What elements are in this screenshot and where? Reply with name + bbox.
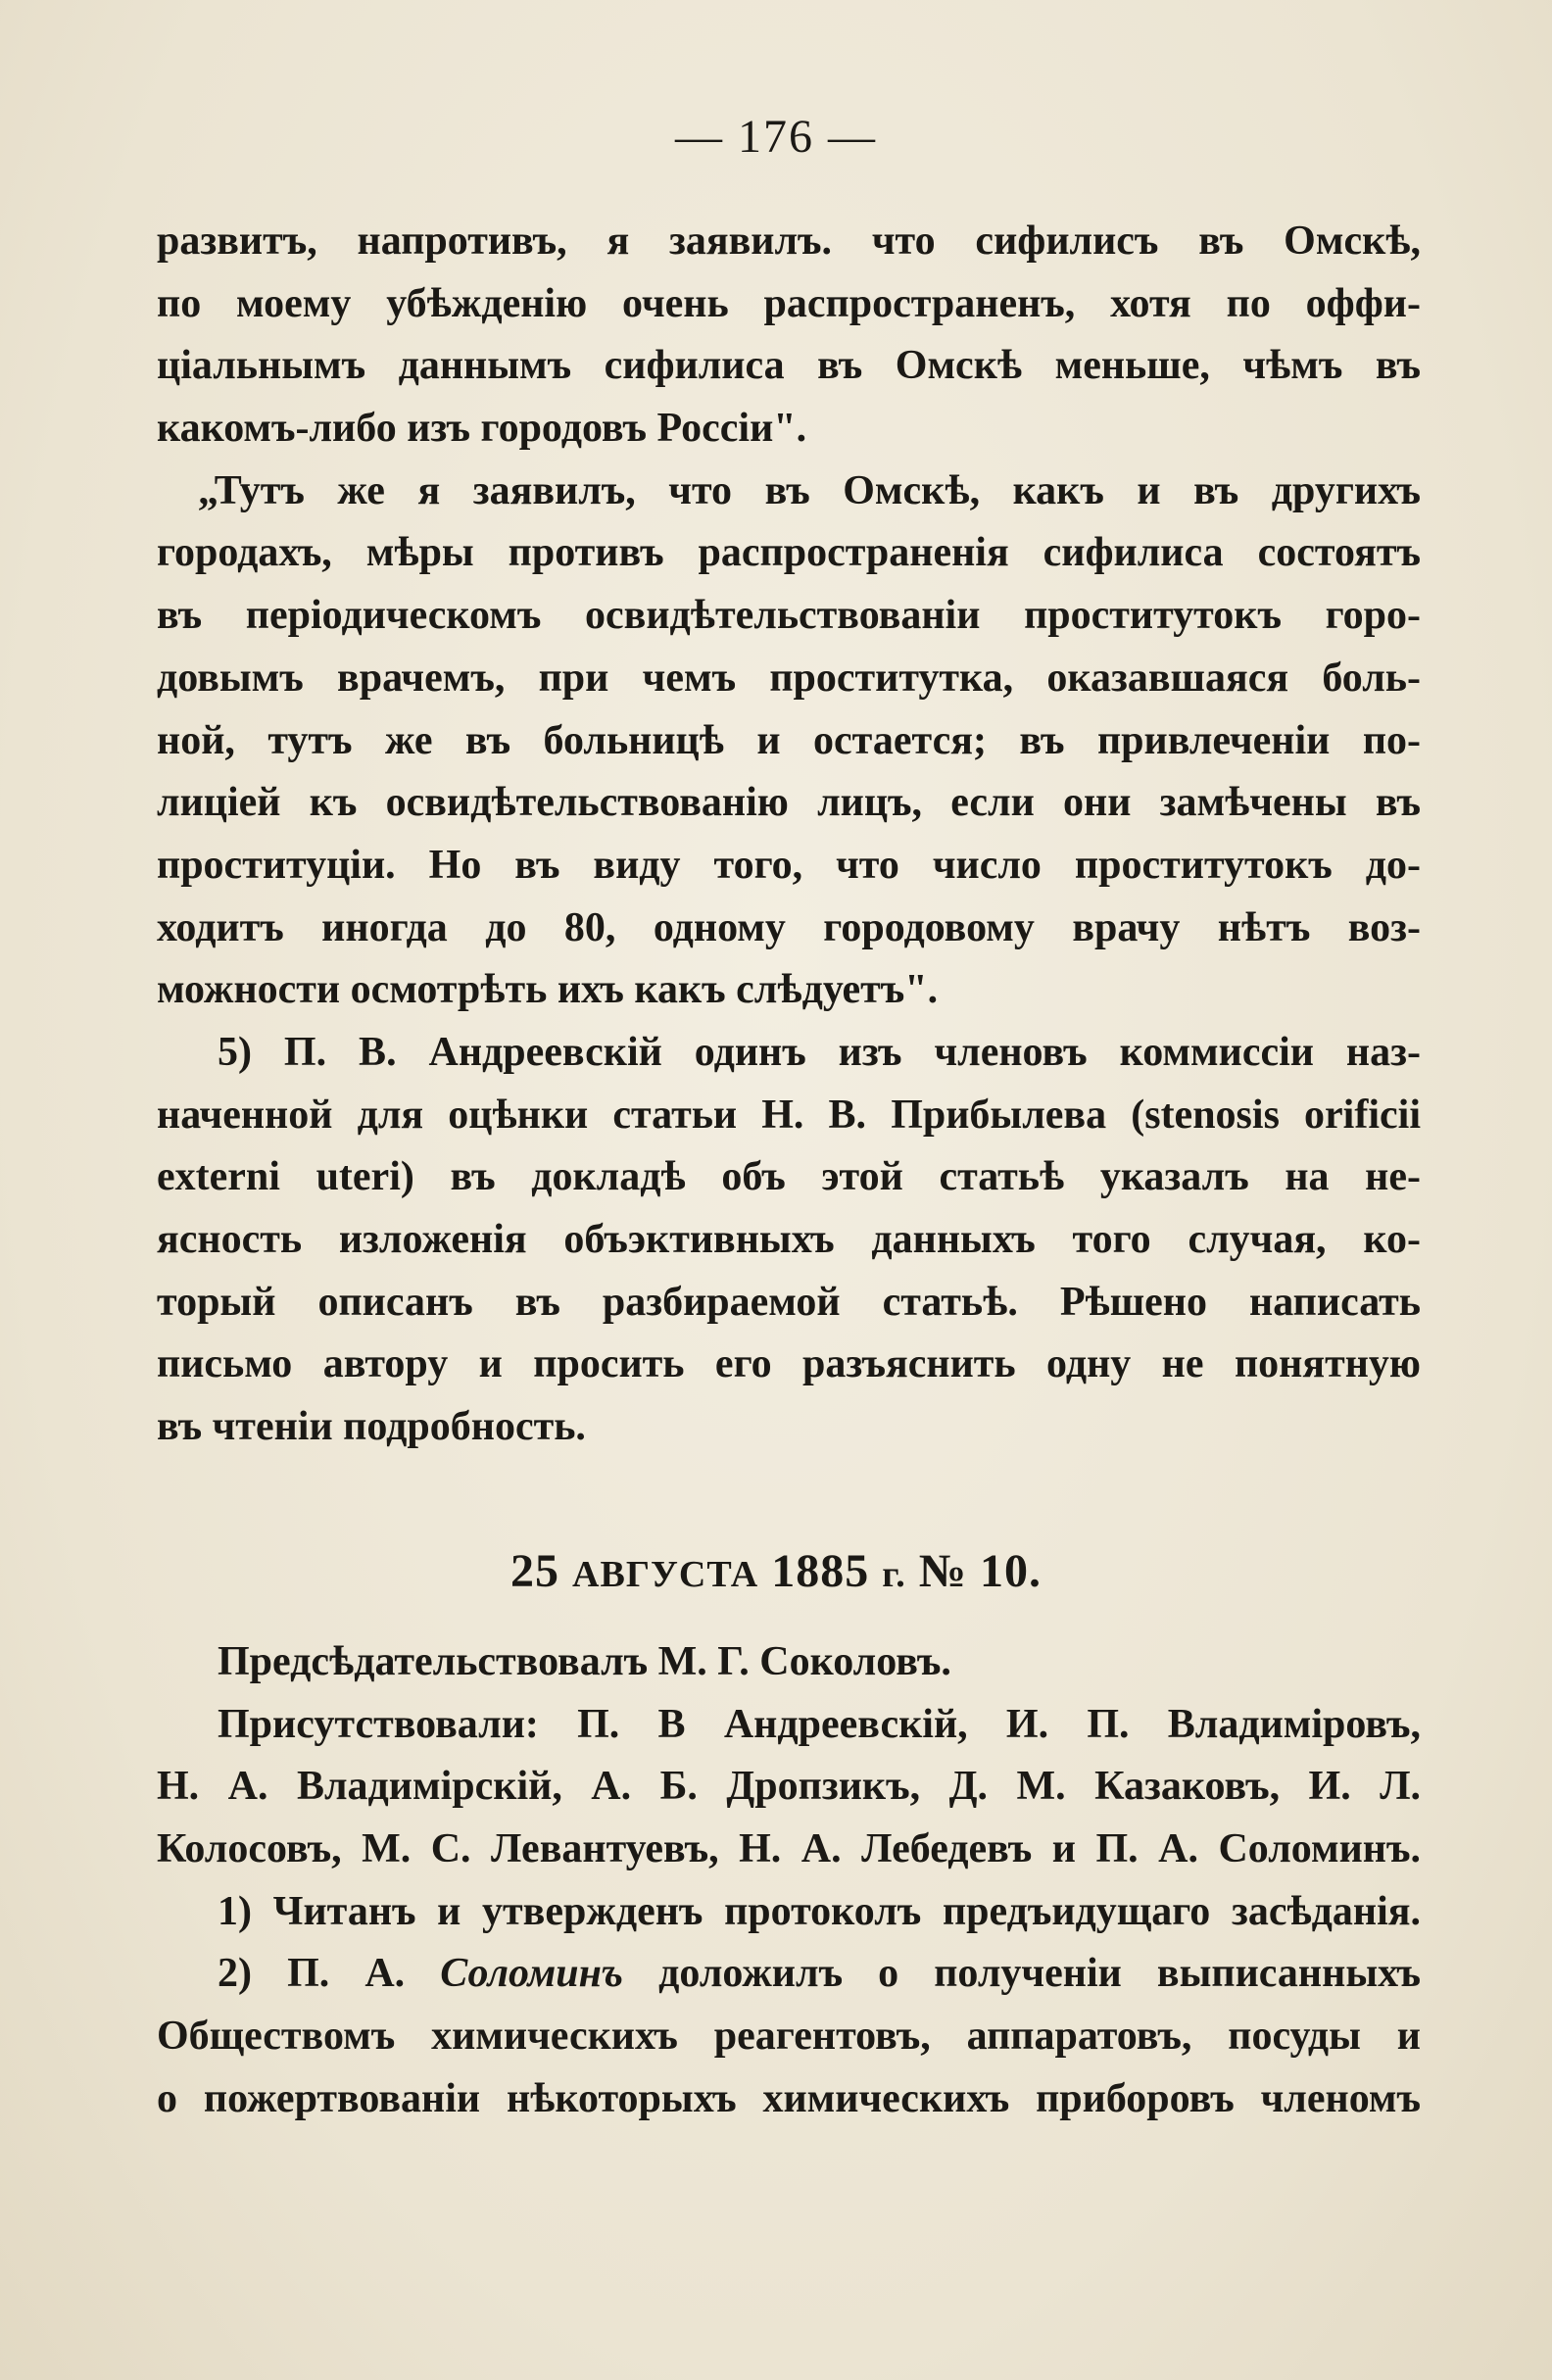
text-line: Колосовъ, М. С. Левантуевъ, Н. А. Лебедевъ и П. А. Соломинъ. bbox=[157, 1826, 1421, 1872]
text-line: ходитъ иногда до 80, одному городовому врачу нѣтъ воз- bbox=[157, 904, 1421, 950]
line-segment: 2) П. А. bbox=[218, 1951, 406, 1997]
text-line: externi uteri) въ докладѣ объ этой статьѣ указалъ на не- bbox=[157, 1154, 1421, 1200]
text-line: Предсѣдательствовалъ М. Г. Соколовъ. bbox=[218, 1639, 951, 1684]
text-line: какомъ-либо изъ городовъ Россіи". bbox=[157, 406, 807, 452]
text-line: 1) Читанъ и утвержденъ протоколъ предъидущаго засѣданія. bbox=[218, 1888, 1421, 1934]
page-number: — 176 — bbox=[675, 111, 877, 163]
line-segment: доложилъ о полученіи выписанныхъ bbox=[658, 1951, 1421, 1997]
text-line: о пожертвованіи нѣкоторыхъ химическихъ приборовъ членомъ bbox=[157, 2075, 1421, 2121]
text-line: въ чтеніи подробность. bbox=[157, 1404, 586, 1450]
text-line: проституціи. Но въ виду того, что число проститутокъ до- bbox=[157, 842, 1421, 888]
text-line: лиціей къ освидѣтельствованію лицъ, если они замѣчены въ bbox=[157, 780, 1421, 826]
text-line: въ періодическомъ освидѣтельствованіи проститутокъ горо- bbox=[157, 593, 1421, 639]
text-line: ясность изложенія объэктивныхъ данныхъ того случая, ко- bbox=[157, 1217, 1421, 1262]
text-line: наченной для оцѣнки статьи Н. В. Прибылева (stenosis orificii bbox=[157, 1092, 1421, 1138]
heading-year: 1885 bbox=[771, 1545, 870, 1597]
section-heading bbox=[0, 1544, 1552, 1598]
text-line: Н. А. Владимірскій, А. Б. Дропзикъ, Д. М. Казаковъ, И. Л. bbox=[157, 1764, 1421, 1810]
text-line: ціальнымъ даннымъ сифилиса въ Омскѣ меньше, чѣмъ въ bbox=[157, 343, 1421, 389]
heading-day: 25 bbox=[510, 1545, 560, 1597]
text-line: можности осмотрѣть ихъ какъ слѣдуетъ". bbox=[157, 967, 939, 1013]
text-line: довымъ врачемъ, при чемъ проститутка, оказавшаяся боль- bbox=[157, 655, 1421, 701]
heading-number: № 10. bbox=[918, 1545, 1042, 1597]
text-line: 5) П. В. Андреевскій одинъ изъ членовъ коммиссіи наз- bbox=[218, 1029, 1421, 1075]
text-line: Присутствовали: П. В Андреевскій, И. П. Владиміровъ, bbox=[218, 1701, 1421, 1747]
text-line: „Тутъ же я заявилъ, что въ Омскѣ, какъ и въ другихъ bbox=[198, 467, 1421, 513]
text-line: письмо автору и просить его разъяснить одну не понятную bbox=[157, 1341, 1421, 1387]
text-line: развитъ, напротивъ, я заявилъ. что сифилисъ въ Омскѣ, bbox=[157, 219, 1421, 264]
heading-month: АВГУСТА bbox=[572, 1554, 759, 1595]
heading-year-abbr: г. bbox=[882, 1554, 906, 1595]
text-line: городахъ, мѣры противъ распространенія сифилиса состоятъ bbox=[157, 530, 1421, 576]
top-text-block bbox=[157, 211, 1421, 1459]
text-line: по моему убѣжденію очень распространенъ, хотя по оффи- bbox=[157, 280, 1421, 326]
text-line: торый описанъ въ разбираемой статьѣ. Рѣшено написать bbox=[157, 1279, 1421, 1325]
bottom-text-block bbox=[157, 1631, 1421, 2131]
text-line bbox=[157, 1943, 1421, 2006]
text-line: ной, тутъ же въ больницѣ и остается; въ привлеченіи по- bbox=[157, 717, 1421, 763]
italic-name: Соломинъ bbox=[440, 1951, 624, 1997]
text-line: Обществомъ химическихъ реагентовъ, аппаратовъ, посуды и bbox=[157, 2014, 1421, 2060]
